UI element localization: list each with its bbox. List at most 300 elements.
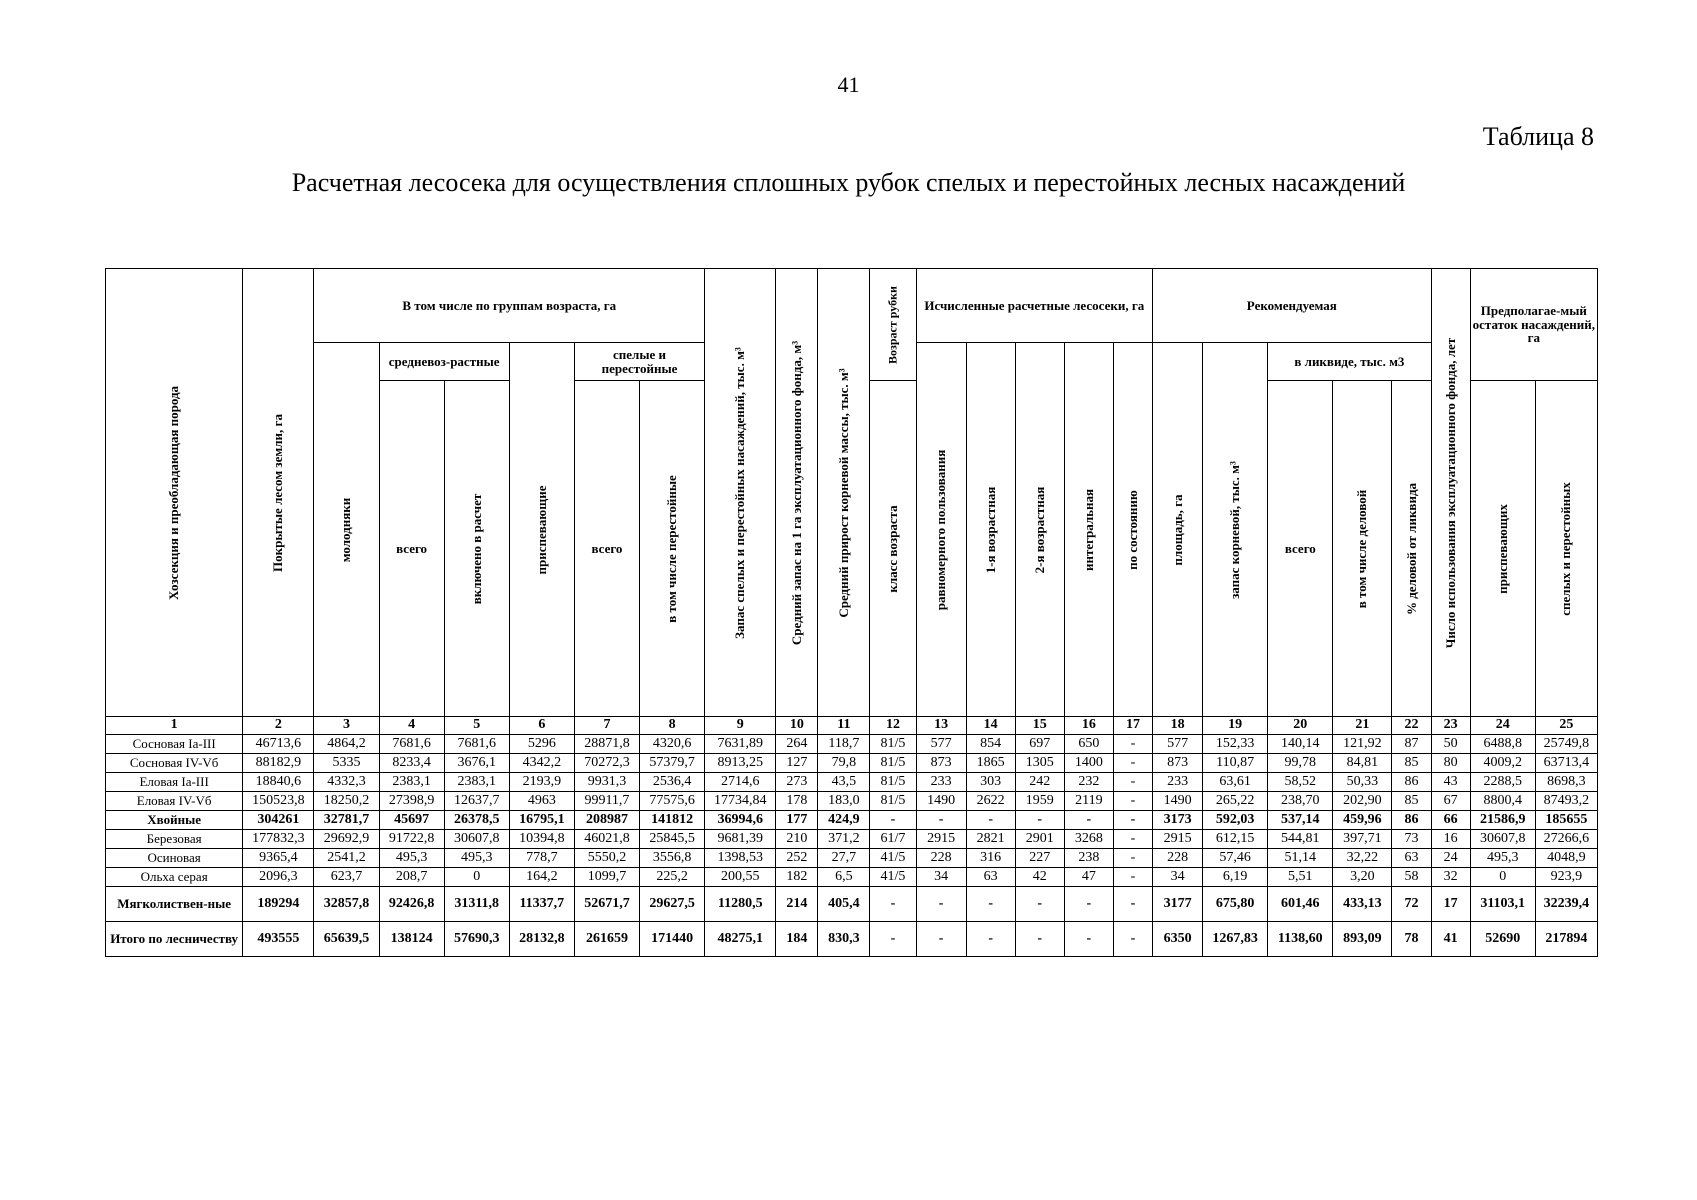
table-cell: 150523,8 — [243, 792, 314, 811]
row-name-cell: Еловая IV-Vб — [106, 792, 243, 811]
table-cell: 8800,4 — [1470, 792, 1535, 811]
table-cell: 5296 — [509, 735, 574, 754]
table-cell: - — [1113, 811, 1152, 830]
header-c5: включено в расчет — [444, 381, 509, 717]
table-cell: 4332,3 — [314, 773, 379, 792]
column-number: 25 — [1535, 717, 1597, 735]
table-cell: 4009,2 — [1470, 754, 1535, 773]
table-cell: 141812 — [640, 811, 705, 830]
header-c8: в том числе перестойные — [640, 381, 705, 717]
table-cell: 10394,8 — [509, 830, 574, 849]
table-cell: 46021,8 — [574, 830, 639, 849]
table-row — [106, 754, 1598, 773]
table-cell: - — [1113, 868, 1152, 887]
table-cell: 45697 — [379, 811, 444, 830]
table-cell: 12637,7 — [444, 792, 509, 811]
table-cell: 650 — [1064, 735, 1113, 754]
table-cell: 121,92 — [1333, 735, 1392, 754]
table-cell: 185655 — [1535, 811, 1597, 830]
header-c24: приспевающих — [1470, 381, 1535, 717]
table-cell: - — [916, 922, 966, 957]
table-cell: 51,14 — [1268, 849, 1333, 868]
table-cell: 8233,4 — [379, 754, 444, 773]
table-cell: 2901 — [1015, 830, 1064, 849]
header-c13: равномерного пользования — [916, 343, 966, 717]
table-cell: 46713,6 — [243, 735, 314, 754]
table-label: Таблица 8 — [1482, 122, 1594, 151]
header-c21: в том числе деловой — [1333, 381, 1392, 717]
table-cell: 184 — [776, 922, 818, 957]
column-number: 17 — [1113, 717, 1152, 735]
table-cell: - — [1113, 792, 1152, 811]
table-cell: 3556,8 — [640, 849, 705, 868]
table-row — [106, 735, 1598, 754]
table-cell: 91722,8 — [379, 830, 444, 849]
table-cell: 138124 — [379, 922, 444, 957]
table-cell: 495,3 — [444, 849, 509, 868]
table-cell: 1865 — [966, 754, 1015, 773]
table-cell: 110,87 — [1203, 754, 1268, 773]
header-c10: Средний запас на 1 га эксплуатационного фонда, м³ — [776, 269, 818, 717]
column-number: 12 — [870, 717, 916, 735]
table-cell: 459,96 — [1333, 811, 1392, 830]
table-cell: 81/5 — [870, 754, 916, 773]
table-cell: 592,03 — [1203, 811, 1268, 830]
table-cell: 2288,5 — [1470, 773, 1535, 792]
header-c16: интегральная — [1064, 343, 1113, 717]
table-cell: - — [1113, 735, 1152, 754]
table-cell: 893,09 — [1333, 922, 1392, 957]
column-number: 5 — [444, 717, 509, 735]
table-cell: 17 — [1431, 887, 1470, 922]
table-cell: 28871,8 — [574, 735, 639, 754]
header-c23: Число использования эксплуатационного фонда, лет — [1431, 269, 1470, 717]
table-cell: 1138,60 — [1268, 922, 1333, 957]
column-number: 8 — [640, 717, 705, 735]
table-cell: 228 — [1153, 849, 1203, 868]
table-cell: 1490 — [1153, 792, 1203, 811]
table-cell: 17734,84 — [705, 792, 776, 811]
table-cell: 2541,2 — [314, 849, 379, 868]
table-cell: 495,3 — [379, 849, 444, 868]
table-cell: 27398,9 — [379, 792, 444, 811]
table-cell: 52671,7 — [574, 887, 639, 922]
table-cell: 41/5 — [870, 868, 916, 887]
table-cell: 7681,6 — [444, 735, 509, 754]
table-cell: 854 — [966, 735, 1015, 754]
row-name-cell: Сосновая IV-Vб — [106, 754, 243, 773]
table-cell: 1099,7 — [574, 868, 639, 887]
table-cell: - — [966, 811, 1015, 830]
table-cell: 6,5 — [818, 868, 870, 887]
row-name-cell: Сосновая Ia-III — [106, 735, 243, 754]
table-cell: 27,7 — [818, 849, 870, 868]
table-row — [106, 868, 1598, 887]
table-cell: 65639,5 — [314, 922, 379, 957]
table-cell: 675,80 — [1203, 887, 1268, 922]
page-number: 41 — [837, 72, 860, 97]
table-cell: 830,3 — [818, 922, 870, 957]
table-cell: 18250,2 — [314, 792, 379, 811]
table-cell: 32857,8 — [314, 887, 379, 922]
column-number: 16 — [1064, 717, 1113, 735]
table-cell: 11280,5 — [705, 887, 776, 922]
document-title: Расчетная лесосека для осуществления сплошных рубок спелых и перестойных лесных насаждений — [291, 168, 1406, 197]
table-cell: 6350 — [1153, 922, 1203, 957]
table-cell: 9681,39 — [705, 830, 776, 849]
table-cell: 152,33 — [1203, 735, 1268, 754]
column-number: 23 — [1431, 717, 1470, 735]
header-group-mid: средневоз-растные — [379, 343, 509, 381]
header-c3: молодняки — [314, 343, 379, 717]
table-row — [106, 811, 1598, 830]
table-cell: 397,71 — [1333, 830, 1392, 849]
table-cell: 86 — [1392, 773, 1431, 792]
column-number: 19 — [1203, 717, 1268, 735]
table-cell: 79,8 — [818, 754, 870, 773]
table-cell: 0 — [444, 868, 509, 887]
table-cell: 30607,8 — [1470, 830, 1535, 849]
table-cell: 252 — [776, 849, 818, 868]
table-cell: 405,4 — [818, 887, 870, 922]
header-c9: Запас спелых и перестойных насаждений, тыс. м³ — [705, 269, 776, 717]
header-c22: % деловой от ликвида — [1392, 381, 1431, 717]
table-cell: - — [916, 811, 966, 830]
table-cell: 778,7 — [509, 849, 574, 868]
table-cell: 16795,1 — [509, 811, 574, 830]
table-cell: 3676,1 — [444, 754, 509, 773]
table-body — [106, 717, 1598, 957]
table-cell: 8913,25 — [705, 754, 776, 773]
table-cell: 77575,6 — [640, 792, 705, 811]
table-row — [106, 830, 1598, 849]
table-cell: 42 — [1015, 868, 1064, 887]
table-cell: 27266,6 — [1535, 830, 1597, 849]
table-cell: 4963 — [509, 792, 574, 811]
table-cell: 63,61 — [1203, 773, 1268, 792]
column-number: 3 — [314, 717, 379, 735]
table-cell: - — [1064, 922, 1113, 957]
header-c4: всего — [379, 381, 444, 717]
column-number: 10 — [776, 717, 818, 735]
table-cell: 4048,9 — [1535, 849, 1597, 868]
table-cell: 43,5 — [818, 773, 870, 792]
table-cell: 57379,7 — [640, 754, 705, 773]
header-group-age: В том числе по группам возраста, га — [314, 269, 705, 343]
table-cell: 182 — [776, 868, 818, 887]
table-cell: 85 — [1392, 792, 1431, 811]
table-row — [106, 922, 1598, 957]
table-cell: - — [870, 811, 916, 830]
table-cell: - — [870, 887, 916, 922]
table-cell: 164,2 — [509, 868, 574, 887]
table-cell: 87 — [1392, 735, 1431, 754]
table-cell: 52690 — [1470, 922, 1535, 957]
table-cell: 2915 — [1153, 830, 1203, 849]
table-cell: 31103,1 — [1470, 887, 1535, 922]
table-cell: 25845,5 — [640, 830, 705, 849]
table-cell: 87493,2 — [1535, 792, 1597, 811]
table-cell: 612,15 — [1203, 830, 1268, 849]
header-c19: запас корневой, тыс. м³ — [1203, 343, 1268, 717]
table-cell: 3,20 — [1333, 868, 1392, 887]
row-name-cell: Ольха серая — [106, 868, 243, 887]
table-cell: 178 — [776, 792, 818, 811]
table-cell: 88182,9 — [243, 754, 314, 773]
table-cell: 227 — [1015, 849, 1064, 868]
table-cell: 2915 — [916, 830, 966, 849]
table-cell: 265,22 — [1203, 792, 1268, 811]
table-cell: 63 — [966, 868, 1015, 887]
table-cell: - — [916, 887, 966, 922]
header-c17: по состоянию — [1113, 343, 1152, 717]
table-cell: 32 — [1431, 868, 1470, 887]
table-cell: 7631,89 — [705, 735, 776, 754]
table-cell: 30607,8 — [444, 830, 509, 849]
table-cell: 208,7 — [379, 868, 444, 887]
row-name-cell: Еловая Ia-III — [106, 773, 243, 792]
table-cell: 273 — [776, 773, 818, 792]
table-cell: 217894 — [1535, 922, 1597, 957]
table-cell: 3173 — [1153, 811, 1203, 830]
header-c18: площадь, га — [1153, 343, 1203, 717]
header-group-ripe: спелые и перестойные — [574, 343, 704, 381]
table-cell: 81/5 — [870, 792, 916, 811]
table-cell: 36994,6 — [705, 811, 776, 830]
column-number: 13 — [916, 717, 966, 735]
column-number: 18 — [1153, 717, 1203, 735]
header-c7: всего — [574, 381, 639, 717]
table-cell: 16 — [1431, 830, 1470, 849]
table-cell: 6488,8 — [1470, 735, 1535, 754]
table-cell: 577 — [916, 735, 966, 754]
column-number: 2 — [243, 717, 314, 735]
table-cell: 57,46 — [1203, 849, 1268, 868]
header-group-rest: Предполагае-мый остаток насаждений, га — [1470, 269, 1597, 381]
header-c12: класс возраста — [870, 381, 916, 717]
header-c20: всего — [1268, 381, 1333, 717]
table-cell: 57690,3 — [444, 922, 509, 957]
header-c1: Хозсекция и преобладающая порода — [106, 269, 243, 717]
table-cell: 200,55 — [705, 868, 776, 887]
table-cell: - — [1015, 887, 1064, 922]
table-cell: 495,3 — [1470, 849, 1535, 868]
column-number: 22 — [1392, 717, 1431, 735]
table-cell: 264 — [776, 735, 818, 754]
table-cell: 3177 — [1153, 887, 1203, 922]
column-number: 21 — [1333, 717, 1392, 735]
table-cell: - — [1064, 811, 1113, 830]
column-number: 14 — [966, 717, 1015, 735]
table-cell: 140,14 — [1268, 735, 1333, 754]
header-group-age-cut: Возраст рубки — [870, 269, 916, 381]
column-number: 6 — [509, 717, 574, 735]
table-cell: 99911,7 — [574, 792, 639, 811]
table-cell: 32,22 — [1333, 849, 1392, 868]
table-cell: 32239,4 — [1535, 887, 1597, 922]
table-cell: 9365,4 — [243, 849, 314, 868]
table-cell: - — [1015, 922, 1064, 957]
table-cell: 85 — [1392, 754, 1431, 773]
column-number: 20 — [1268, 717, 1333, 735]
table-cell: 208987 — [574, 811, 639, 830]
table-row — [106, 773, 1598, 792]
table-cell: 214 — [776, 887, 818, 922]
table-cell: - — [966, 887, 1015, 922]
table-cell: 48275,1 — [705, 922, 776, 957]
table-cell: 41/5 — [870, 849, 916, 868]
table-cell: 424,9 — [818, 811, 870, 830]
table-cell: 242 — [1015, 773, 1064, 792]
table-cell: 18840,6 — [243, 773, 314, 792]
table-cell: 923,9 — [1535, 868, 1597, 887]
table-cell: 5550,2 — [574, 849, 639, 868]
table-cell: 873 — [1153, 754, 1203, 773]
table-cell: 371,2 — [818, 830, 870, 849]
header-c25: спелых и перестойных — [1535, 381, 1597, 717]
table-cell: 84,81 — [1333, 754, 1392, 773]
table-cell: - — [966, 922, 1015, 957]
table-cell: 3268 — [1064, 830, 1113, 849]
table-cell: 9931,3 — [574, 773, 639, 792]
table-cell: 34 — [916, 868, 966, 887]
table-cell: 81/5 — [870, 735, 916, 754]
table-cell: 66 — [1431, 811, 1470, 830]
table-cell: 233 — [1153, 773, 1203, 792]
table-cell: 303 — [966, 773, 1015, 792]
header-c14: 1-я возрастная — [966, 343, 1015, 717]
row-name-cell: Хвойные — [106, 811, 243, 830]
table-cell: 697 — [1015, 735, 1064, 754]
table-cell: - — [1113, 773, 1152, 792]
table-cell: 47 — [1064, 868, 1113, 887]
column-number: 9 — [705, 717, 776, 735]
table-cell: 183,0 — [818, 792, 870, 811]
table-cell: 304261 — [243, 811, 314, 830]
table-cell: 29692,9 — [314, 830, 379, 849]
table-cell: 232 — [1064, 773, 1113, 792]
table-cell: - — [870, 922, 916, 957]
table-cell: 50,33 — [1333, 773, 1392, 792]
column-number: 15 — [1015, 717, 1064, 735]
table-cell: 2383,1 — [444, 773, 509, 792]
forest-cut-table — [105, 268, 1598, 957]
table-cell: 2622 — [966, 792, 1015, 811]
header-group-liq: в ликвиде, тыс. м3 — [1268, 343, 1431, 381]
table-cell: 61/7 — [870, 830, 916, 849]
row-name-cell: Березовая — [106, 830, 243, 849]
header-c6: приспевающие — [509, 343, 574, 717]
table-cell: 21586,9 — [1470, 811, 1535, 830]
table-cell: 202,90 — [1333, 792, 1392, 811]
table-cell: 7681,6 — [379, 735, 444, 754]
table-cell: 544,81 — [1268, 830, 1333, 849]
column-number: 4 — [379, 717, 444, 735]
table-cell: 58,52 — [1268, 773, 1333, 792]
header-c15: 2-я возрастная — [1015, 343, 1064, 717]
table-cell: 73 — [1392, 830, 1431, 849]
table-cell: 233 — [916, 773, 966, 792]
column-number: 7 — [574, 717, 639, 735]
table-cell: 2193,9 — [509, 773, 574, 792]
table-cell: 2821 — [966, 830, 1015, 849]
table-cell: 5335 — [314, 754, 379, 773]
header-group-calc: Исчисленные расчетные лесосеки, га — [916, 269, 1152, 343]
table-cell: 1305 — [1015, 754, 1064, 773]
table-cell: 41 — [1431, 922, 1470, 957]
table-cell: 92426,8 — [379, 887, 444, 922]
table-cell: 86 — [1392, 811, 1431, 830]
table-cell: 316 — [966, 849, 1015, 868]
row-name-cell: Мягколиствен-ные — [106, 887, 243, 922]
table-cell: 34 — [1153, 868, 1203, 887]
table-cell: 873 — [916, 754, 966, 773]
table-cell: 1400 — [1064, 754, 1113, 773]
table-row — [106, 792, 1598, 811]
table-cell: 177832,3 — [243, 830, 314, 849]
row-name-cell: Итого по лесничеству — [106, 922, 243, 957]
table-cell: 24 — [1431, 849, 1470, 868]
table-cell: 50 — [1431, 735, 1470, 754]
table-cell: - — [1113, 754, 1152, 773]
table-row — [106, 849, 1598, 868]
column-number: 11 — [818, 717, 870, 735]
table-cell: 32781,7 — [314, 811, 379, 830]
table-cell: - — [1113, 887, 1152, 922]
table-cell: 1398,53 — [705, 849, 776, 868]
table-cell: 72 — [1392, 887, 1431, 922]
table-cell: 80 — [1431, 754, 1470, 773]
table-cell: 601,46 — [1268, 887, 1333, 922]
table-cell: 67 — [1431, 792, 1470, 811]
table-cell: - — [1113, 849, 1152, 868]
table-cell: 171440 — [640, 922, 705, 957]
header-c11: Средний прирост корневой массы, тыс. м³ — [818, 269, 870, 717]
table-cell: 26378,5 — [444, 811, 509, 830]
table-cell: 118,7 — [818, 735, 870, 754]
table-cell: 2714,6 — [705, 773, 776, 792]
table-cell: 1959 — [1015, 792, 1064, 811]
table-cell: 4342,2 — [509, 754, 574, 773]
table-cell: 127 — [776, 754, 818, 773]
table-cell: 29627,5 — [640, 887, 705, 922]
table-cell: 1490 — [916, 792, 966, 811]
table-cell: 70272,3 — [574, 754, 639, 773]
table-cell: 43 — [1431, 773, 1470, 792]
table-cell: 63713,4 — [1535, 754, 1597, 773]
table-cell: 577 — [1153, 735, 1203, 754]
table-cell: 5,51 — [1268, 868, 1333, 887]
table-cell: 2536,4 — [640, 773, 705, 792]
row-name-cell: Осиновая — [106, 849, 243, 868]
table-cell: 63 — [1392, 849, 1431, 868]
table-cell: 261659 — [574, 922, 639, 957]
table-cell: 1267,83 — [1203, 922, 1268, 957]
table-cell: 225,2 — [640, 868, 705, 887]
table-cell: 623,7 — [314, 868, 379, 887]
table-cell: 25749,8 — [1535, 735, 1597, 754]
table-cell: 238 — [1064, 849, 1113, 868]
table-cell: 238,70 — [1268, 792, 1333, 811]
column-number-row — [106, 717, 1598, 735]
table-cell: 2096,3 — [243, 868, 314, 887]
table-cell: 2119 — [1064, 792, 1113, 811]
table-cell: 0 — [1470, 868, 1535, 887]
table-cell: 99,78 — [1268, 754, 1333, 773]
column-number: 1 — [106, 717, 243, 735]
table-cell: 81/5 — [870, 773, 916, 792]
header-c2: Покрытые лесом земли, га — [243, 269, 314, 717]
